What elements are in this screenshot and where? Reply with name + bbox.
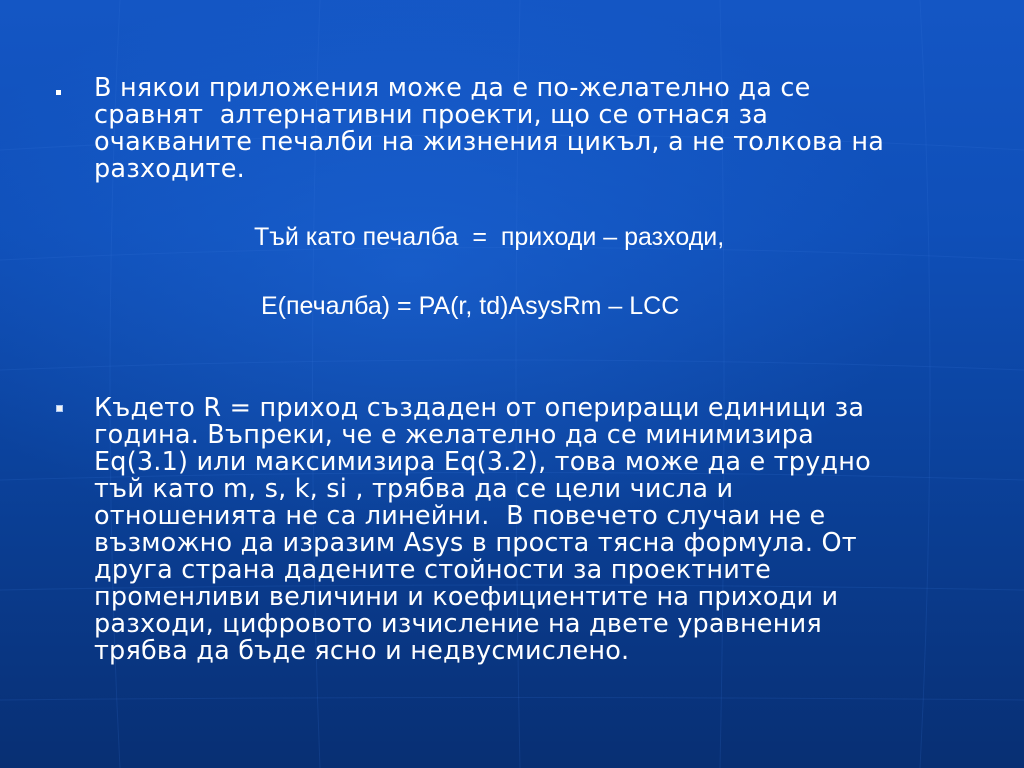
paragraph-1-line: В някои приложения може да е по-желателно да се	[94, 73, 811, 103]
paragraph-2-line: отношенията не са линейни. В повечето случаи не е	[94, 501, 826, 531]
paragraph-2-line: трябва да бъде ясно и недвусмислено.	[94, 636, 630, 666]
paragraph-2-line: друга страна дадените стойности за проектните	[94, 555, 771, 585]
paragraph-2-line: променливи величини и коефициентите на приходи и	[94, 582, 839, 612]
paragraph-1-line: разходите.	[94, 154, 245, 184]
paragraph-2-line: тъй като m, s, k, si , трябва да се цели числа и	[94, 474, 734, 504]
paragraph-2-line: възможно да изразим Asys в проста тясна формула. От	[94, 528, 857, 558]
paragraph-2	[94, 395, 871, 665]
paragraph-2-line: година. Въпреки, че е желателно да се минимизира	[94, 420, 815, 450]
paragraph-2-line: Където R = приход създаден от опериращи единици за	[94, 393, 865, 423]
paragraph-1-line: очакваните печалби на жизнения цикъл, а не толкова на	[94, 127, 885, 157]
bullet-marker-1	[56, 90, 61, 95]
formula-profit-definition: Тъй като печалба = приходи – разходи,	[254, 223, 725, 251]
paragraph-1-line: сравнят алтернативни проекти, що се отнася за	[94, 100, 769, 130]
paragraph-1	[94, 75, 884, 183]
formula-expected-profit: E(печалба) = PA(r, td)AsysRm – LCC	[261, 292, 680, 320]
paragraph-2-line: Eq(3.1) или максимизира Eq(3.2), това може да е трудно	[94, 447, 871, 477]
bullet-marker-2	[56, 405, 63, 412]
paragraph-2-line: разходи, цифровото изчисление на двете уравнения	[94, 609, 822, 639]
